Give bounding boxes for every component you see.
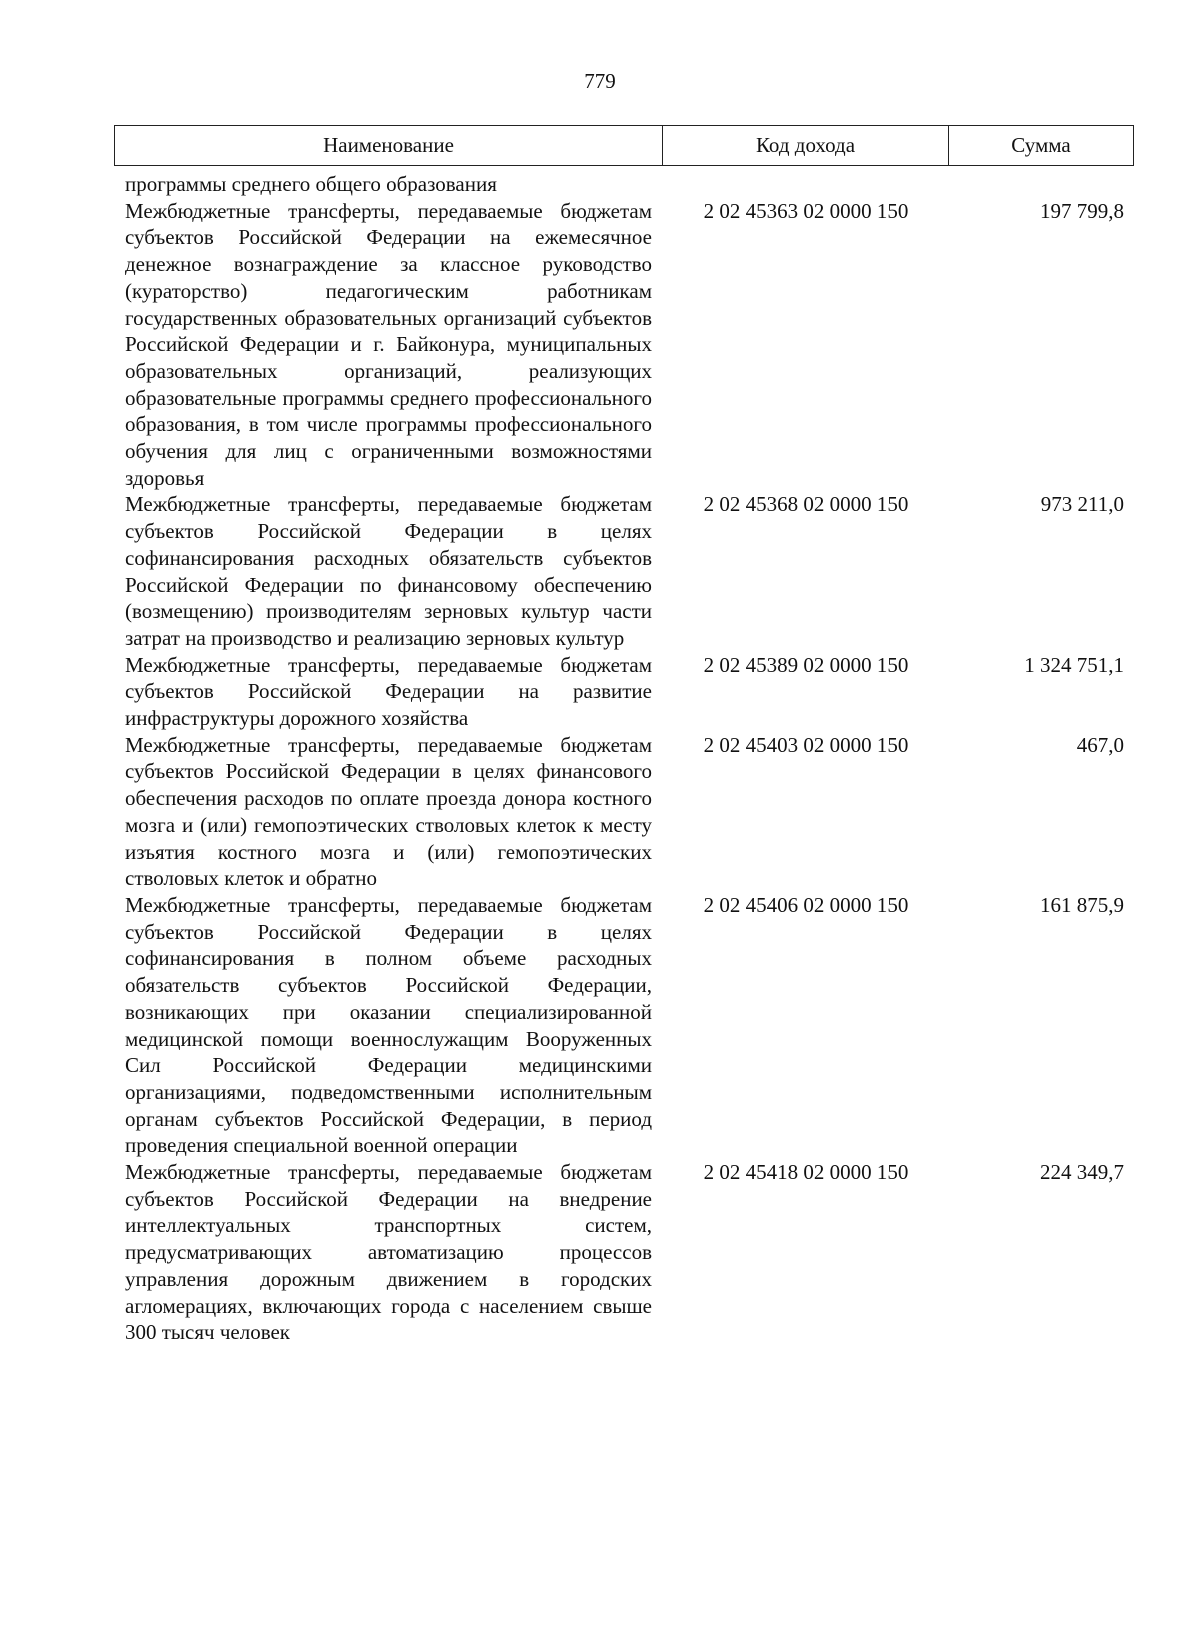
row-name: Межбюджетные трансферты, передаваемые бюджетам субъектов Российской Федерации в целях софинансирования в полном объеме расходных обязательств субъектов Российской Федерации, возникающих при оказании специализированной медицинской помощи военнослужащим Вооруженных Сил Российской Федерации медицинскими организациями, подведомственными исполнительным органам субъектов Российской Федерации, в период проведения специальной военной операции (125, 892, 652, 1158)
table-row (114, 491, 1134, 651)
row-name: Межбюджетные трансферты, передаваемые бюджетам субъектов Российской Федерации на развитие инфраструктуры дорожного хозяйства (125, 652, 652, 731)
column-header-sum: Сумма (1011, 133, 1071, 157)
row-sum: 197 799,8 (1040, 198, 1124, 223)
table-row (114, 732, 1134, 892)
table-row (114, 892, 1134, 1159)
table-row (114, 171, 1134, 198)
column-header-code: Код дохода (663, 126, 949, 165)
row-sum: 467,0 (1076, 732, 1124, 757)
column-header-name: Наименование (115, 126, 663, 165)
table-row (114, 652, 1134, 732)
row-sum (948, 171, 1134, 198)
row-sum: 224 349,7 (1040, 1160, 1124, 1185)
row-sum: 1 324 751,1 (1024, 652, 1124, 677)
row-code: 2 02 45418 02 0000 150 (703, 1160, 909, 1185)
row-name: Межбюджетные трансферты, передаваемые бюджетам субъектов Российской Федерации на внедрение интеллектуальных транспортных систем, предусматривающих автоматизацию процессов управления дорожным движением в городских агломерациях, включающих города с населением свыше 300 тысяч человек (125, 1160, 652, 1345)
row-name: Межбюджетные трансферты, передаваемые бюджетам субъектов Российской Федерации в целях софинансирования расходных обязательств субъектов Российской Федерации по финансовому обеспечению (возмещению) производителям зерновых культур части затрат на производство и реализацию зерновых культур (125, 492, 652, 650)
row-code: 2 02 45363 02 0000 150 (703, 198, 909, 223)
row-code: 2 02 45406 02 0000 150 (703, 892, 909, 917)
row-sum: 973 211,0 (1040, 492, 1124, 517)
table-body (114, 171, 1134, 1346)
page-number: 779 (584, 69, 616, 93)
row-code: 2 02 45368 02 0000 150 (703, 492, 909, 517)
table-header (114, 125, 1134, 166)
row-code: 2 02 45403 02 0000 150 (703, 732, 909, 757)
table-row (114, 1159, 1134, 1346)
table-row (114, 198, 1134, 492)
row-name: программы среднего общего образования (125, 172, 497, 196)
row-name: Межбюджетные трансферты, передаваемые бюджетам субъектов Российской Федерации в целях финансового обеспечения расходов по оплате проезда донора костного мозга и (или) гемопоэтических стволовых клеток к месту изъятия костного мозга и (или) гемопоэтических стволовых клеток и обратно (125, 732, 652, 891)
row-code: 2 02 45389 02 0000 150 (703, 652, 909, 677)
row-name: Межбюджетные трансферты, передаваемые бюджетам субъектов Российской Федерации на ежемесячное денежное вознаграждение за классное руководство (кураторство) педагогическим работникам государственных образовательных организаций субъектов Российской Федерации и г. Байконура, муниципальных образовательных организаций, реализующих образовательные программы среднего профессионального образования, в том числе программы профессионального обучения для лиц с ограниченными возможностями здоровья (125, 198, 652, 490)
row-code (662, 171, 948, 198)
row-sum: 161 875,9 (1040, 892, 1124, 917)
